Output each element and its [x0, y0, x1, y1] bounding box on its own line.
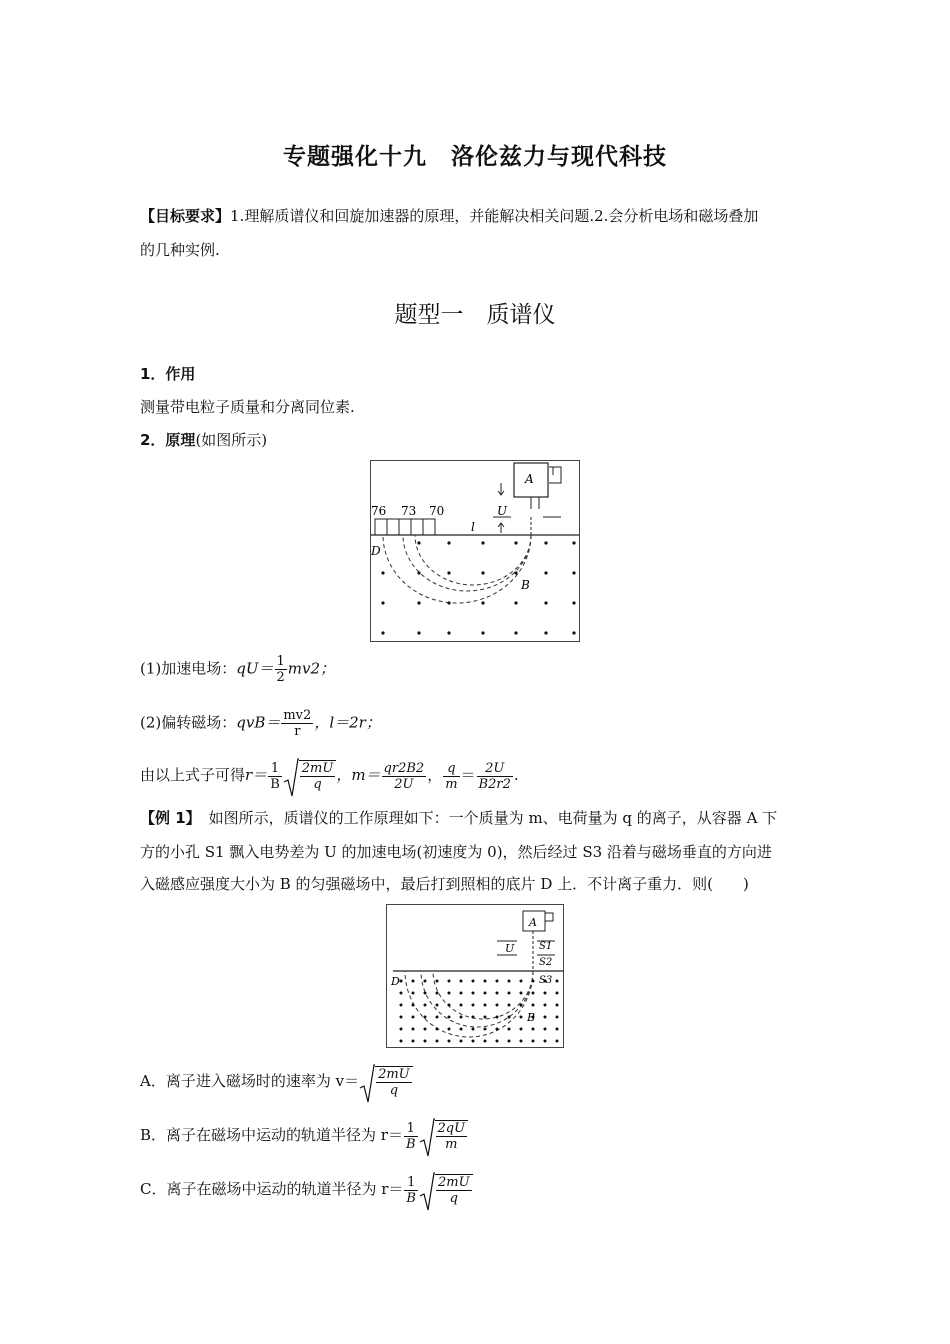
- formula2-num: mv2: [283, 708, 312, 723]
- option-c-num: 2mU: [437, 1175, 470, 1190]
- example-line-3: 入磁感应强度大小为 B 的匀强磁场中，最后打到照相的底片 D 上．不计离子重力．则( ): [140, 875, 749, 893]
- field-dot: [484, 1004, 487, 1007]
- mass-spectrometer-figure: [370, 460, 580, 642]
- field-dot: [556, 1040, 559, 1043]
- field-dot: [520, 1004, 523, 1007]
- example-label: 【例 1】: [140, 809, 201, 827]
- option-c-one: 1: [404, 1175, 418, 1191]
- option-c[interactable]: [140, 1174, 473, 1206]
- formula3-m-eq: ，m＝: [336, 766, 381, 784]
- field-dot: [508, 1028, 511, 1031]
- field-dot: [532, 980, 535, 983]
- fig1-label-u: U: [497, 504, 508, 518]
- field-dot: [424, 1028, 427, 1031]
- field-dot: [400, 1040, 403, 1043]
- option-a-den: q: [389, 1083, 399, 1098]
- fig1-label-70: 70: [429, 504, 445, 518]
- field-dot: [448, 1016, 451, 1019]
- formula3-qm-num: q: [447, 760, 456, 776]
- option-c-sqrt: [419, 1174, 473, 1206]
- formula3-sep: ，: [427, 766, 443, 784]
- field-dot: [544, 1028, 547, 1031]
- field-dot: [544, 992, 547, 995]
- formula3-last-num: 2U: [485, 760, 505, 776]
- field-dot: [556, 1028, 559, 1031]
- field-dot: [424, 980, 427, 983]
- formula-accelerating-field: [140, 654, 335, 685]
- formula3-one: 1: [268, 761, 282, 777]
- field-dot: [460, 1016, 463, 1019]
- fig1-label-b: B: [521, 578, 530, 592]
- field-dot: [472, 1004, 475, 1007]
- field-dot: [544, 1004, 547, 1007]
- field-dot: [400, 992, 403, 995]
- formula3-r-eq: r＝: [245, 766, 268, 784]
- field-dot: [508, 1016, 511, 1019]
- field-dot: [472, 980, 475, 983]
- formula3-m-den: 2U: [394, 776, 414, 792]
- field-dot: [532, 1028, 535, 1031]
- field-dot: [400, 1004, 403, 1007]
- field-dot: [484, 1016, 487, 1019]
- formula1-prefix: (1)加速电场：: [140, 659, 237, 678]
- figure1-drawing: [371, 461, 579, 641]
- formula3-prefix: 由以上式子可得: [140, 766, 246, 784]
- field-dot: [496, 1004, 499, 1007]
- goal-label: 【目标要求】: [140, 207, 231, 225]
- fig2-label-s1: S1: [539, 941, 553, 952]
- formula3-sqrt-num: 2mU: [301, 761, 334, 776]
- formula2-prefix: (2)偏转磁场：: [140, 713, 237, 732]
- option-c-den: q: [449, 1191, 458, 1206]
- field-dot: [532, 1004, 535, 1007]
- field-dot: [412, 1040, 415, 1043]
- fig1-label-a: A: [525, 472, 534, 486]
- fig1-label-76: 76: [371, 504, 387, 518]
- formula2-rest: ，l＝2r；: [314, 713, 381, 732]
- option-a-text: A．离子进入磁场时的速率为 v＝: [140, 1072, 360, 1090]
- formula3-eq: ＝: [460, 766, 476, 784]
- item1-text: 测量带电粒子质量和分离同位素.: [140, 398, 355, 416]
- field-dot: [436, 1004, 439, 1007]
- field-dot: [556, 1016, 559, 1019]
- fig1-label-d: D: [371, 544, 381, 558]
- field-dot: [460, 980, 463, 983]
- item2-heading: 2．原理: [140, 431, 196, 449]
- fig2-label-a: A: [529, 916, 537, 929]
- field-dot: [424, 1004, 427, 1007]
- option-b-text: B．离子在磁场中运动的轨道半径为 r＝: [140, 1126, 403, 1144]
- field-dot: [400, 980, 403, 983]
- formula2-fraction: [281, 708, 313, 739]
- field-dot: [532, 1040, 535, 1043]
- field-dot: [412, 1004, 415, 1007]
- option-c-one-over-b: [404, 1175, 418, 1206]
- field-dot: [412, 980, 415, 983]
- fig2-label-u: U: [505, 942, 515, 955]
- formula3-m-fraction: [382, 761, 427, 792]
- field-dot: [448, 1004, 451, 1007]
- field-dot: [544, 1016, 547, 1019]
- field-dot: [460, 992, 463, 995]
- formula2-den: r: [294, 724, 301, 739]
- field-dot: [472, 1016, 475, 1019]
- formula3-sqrt: [283, 760, 337, 792]
- section-title: 题型一 质谱仪: [394, 302, 556, 328]
- formula1-num: 1: [276, 654, 285, 669]
- field-dot: [424, 992, 427, 995]
- field-dot: [496, 992, 499, 995]
- field-dot: [484, 1028, 487, 1031]
- option-c-text: C．离子在磁场中运动的轨道半径为 r＝: [140, 1180, 404, 1198]
- formula1-rest: mv2；: [287, 659, 336, 678]
- option-a[interactable]: [140, 1066, 413, 1098]
- item2-heading-line: [140, 430, 267, 451]
- field-dot: [484, 1040, 487, 1043]
- field-dot: [436, 992, 439, 995]
- item1-heading: 1．作用: [140, 365, 196, 383]
- field-dot: [508, 1040, 511, 1043]
- field-dot: [472, 1040, 475, 1043]
- field-dot: [520, 1040, 523, 1043]
- option-c-b: B: [406, 1190, 416, 1206]
- field-dot: [448, 1028, 451, 1031]
- field-dot: [556, 992, 559, 995]
- field-dot: [556, 1004, 559, 1007]
- fig2-label-s2: S2: [539, 957, 553, 968]
- field-dot: [556, 980, 559, 983]
- option-b-den: m: [445, 1137, 458, 1152]
- item2-suffix: (如图所示): [195, 431, 268, 449]
- field-dot: [460, 1028, 463, 1031]
- field-dot: [460, 1004, 463, 1007]
- field-dot: [496, 1040, 499, 1043]
- field-dot: [496, 980, 499, 983]
- option-b-sqrt: [419, 1120, 469, 1152]
- field-dot: [496, 1016, 499, 1019]
- option-b-b: B: [405, 1136, 416, 1152]
- fig2-label-d: D: [391, 975, 400, 988]
- field-dot: [400, 1016, 403, 1019]
- field-dot: [448, 1040, 451, 1043]
- goal-text-1: 1.理解质谱仪和回旋加速器的原理，并能解决相关问题.2.会分析电场和磁场叠加: [230, 207, 759, 225]
- option-b-num: 2qU: [437, 1121, 466, 1136]
- formula3-one-over-b: [268, 761, 282, 792]
- field-dot: [472, 1028, 475, 1031]
- formula3-last-fraction: [477, 761, 513, 792]
- field-dot: [400, 1028, 403, 1031]
- field-dot: [484, 992, 487, 995]
- option-b[interactable]: [140, 1120, 468, 1152]
- field-dot: [436, 1016, 439, 1019]
- field-dot: [448, 992, 451, 995]
- field-dot: [448, 980, 451, 983]
- formula1-den: 2: [276, 670, 285, 685]
- formula-deflecting-field: [140, 708, 381, 739]
- formula3-m-num: qr2B2: [383, 760, 425, 776]
- field-dot: [496, 1028, 499, 1031]
- field-dot: [532, 992, 535, 995]
- field-dot: [484, 980, 487, 983]
- field-dot: [520, 1016, 523, 1019]
- field-dot: [412, 1028, 415, 1031]
- figure2-drawing: [387, 905, 563, 1047]
- goal-line-1: [140, 206, 758, 227]
- field-dot: [436, 980, 439, 983]
- formula1-fraction: [275, 654, 287, 685]
- option-a-sqrt: [359, 1066, 413, 1098]
- field-dot: [544, 1040, 547, 1043]
- example-line-2: 方的小孔 S1 飘入电势差为 U 的加速电场(初速度为 0)，然后经过 S3 沿着与磁场垂直的方向进: [140, 843, 772, 861]
- formula3-end: .: [513, 766, 519, 784]
- formula2-lhs: qvB＝: [236, 713, 281, 732]
- example-figure: [386, 904, 564, 1048]
- field-dot: [424, 1016, 427, 1019]
- field-dot: [508, 980, 511, 983]
- field-dot: [424, 1040, 427, 1043]
- formula3-qm-fraction: [443, 761, 459, 792]
- field-dot: [460, 1040, 463, 1043]
- formula3-sqrt-den: q: [313, 777, 322, 792]
- field-dot: [520, 1028, 523, 1031]
- page-title: 专题强化十九 洛伦兹力与现代科技: [283, 144, 667, 170]
- field-dot: [436, 1040, 439, 1043]
- formula-results: [140, 760, 519, 792]
- field-dot: [436, 1028, 439, 1031]
- example-line-1: [140, 808, 777, 829]
- formula1-lhs: qU＝: [236, 659, 274, 678]
- field-dot: [412, 1016, 415, 1019]
- field-dot: [520, 980, 523, 983]
- option-b-one-over-b: [404, 1121, 418, 1152]
- fig2-label-b: B: [527, 1011, 536, 1024]
- option-a-num: 2mU: [378, 1067, 410, 1082]
- field-dot: [508, 992, 511, 995]
- fig1-label-l: l: [471, 520, 475, 534]
- fig1-label-73: 73: [401, 504, 417, 518]
- formula3-b: B: [270, 776, 280, 792]
- goal-line-2: 的几种实例.: [140, 241, 220, 259]
- field-dot: [472, 992, 475, 995]
- example-text-1: 如图所示，质谱仪的工作原理如下：一个质量为 m、电荷量为 q 的离子，从容器 A 下: [208, 809, 778, 827]
- field-dot: [412, 992, 415, 995]
- fig2-label-s3: S3: [539, 975, 553, 986]
- option-b-one: 1: [404, 1121, 418, 1137]
- formula3-qm-den: m: [445, 776, 458, 792]
- formula3-last-den: B2r2: [478, 776, 511, 792]
- field-dot: [520, 992, 523, 995]
- field-dot: [508, 1004, 511, 1007]
